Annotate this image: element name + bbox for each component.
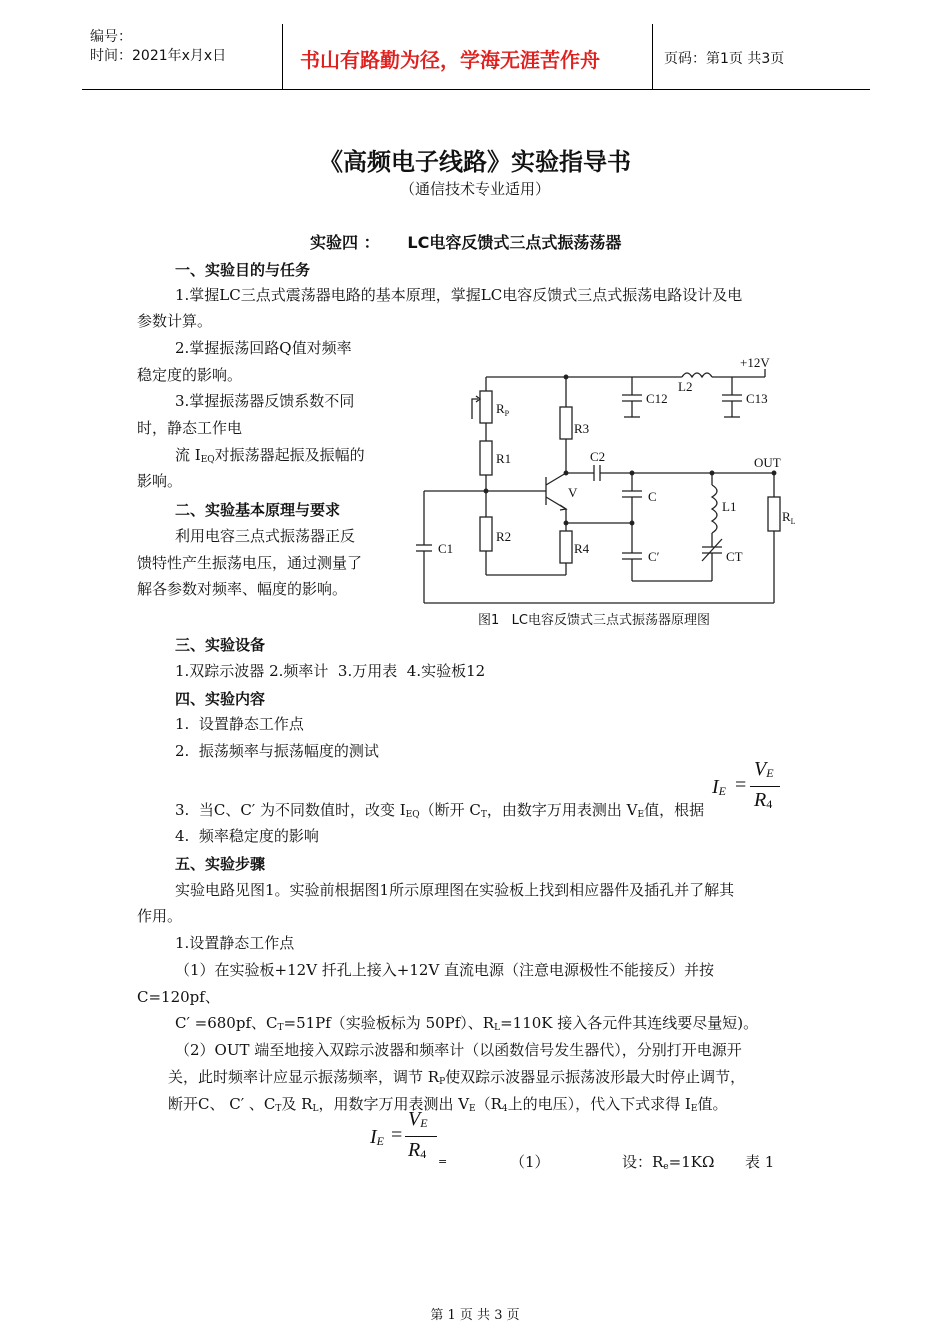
section5-step1a2: C=120pf、 [137, 988, 220, 1006]
figure-caption: 图1 LC电容反馈式三点式振荡器原理图 [478, 613, 710, 628]
c13-label: C13 [746, 391, 768, 406]
oscillator-circuit-diagram [410, 355, 810, 630]
equation-number: （1） [510, 1153, 550, 1171]
rp-label: $R_P$ [496, 401, 510, 418]
section1-line3: 3.掌握振荡器反馈系数不同 [175, 392, 355, 410]
header-motto: 书山有路勤为径，学海无涯苦作舟 [300, 48, 600, 72]
r3-label: R3 [574, 421, 590, 436]
section5-step2b: 关，此时频率计应显示振荡频率，调节 $R_P$使双踪示波器显示振荡波形最大时停止调节， [168, 1068, 746, 1087]
section1-line2b: 稳定度的影响。 [137, 366, 243, 384]
ct-label: CT [726, 549, 743, 564]
section4-item3: 3. 当C、C′ 为不同数值时，改变 $I_{EQ}$（断开 $C_T$，由数字万用表测出 $V_E$值，根据 [175, 801, 705, 820]
header-divider-right [652, 24, 653, 90]
section5-step1a: （1）在实验板+12V 扦孔上接入+12V 直流电源（注意电源极性不能接反）并按 [175, 961, 715, 979]
doc-time-label: 时间：2021年x月x日 [90, 48, 227, 64]
c-label: C [648, 489, 657, 504]
rl-label: $R_L$ [782, 509, 796, 526]
r4-label: R4 [574, 541, 590, 556]
section5-step1b: C′ =680pf、$C_T=51Pf$（实验板标为 50Pf）、$R_L=110K$ 接入各元件其连线要尽量短)。 [175, 1014, 759, 1033]
header-divider-left [282, 24, 283, 90]
l2-label: L2 [678, 379, 693, 394]
section5-step1-title: 1.设置静态工作点 [175, 934, 295, 952]
section1-heading: 一、实验目的与任务 [175, 261, 311, 279]
section5-para1: 实验电路见图1。实验前根据图1所示原理图在实验板上找到相应器件及插孔并了解其 [175, 881, 735, 899]
section4-item1: 1. 设置静态工作点 [175, 715, 304, 733]
section5-para1b: 作用。 [137, 907, 183, 925]
c-prime-label: C′ [648, 549, 660, 564]
section5-step2a: （2）OUT 端至地接入双踪示波器和频率计（以函数信号发生器代），分别打开电源开 [175, 1041, 742, 1059]
page-footer: 第 1 页 共 3 页 [430, 1308, 520, 1323]
transistor-v-label: V [568, 485, 578, 500]
section3-heading: 三、实验设备 [175, 636, 266, 654]
c1-label: C1 [438, 541, 454, 556]
vcc-label: +12V [740, 355, 770, 370]
section1-line1b: 参数计算。 [137, 312, 213, 330]
c2-label: C2 [590, 449, 606, 464]
section2-heading: 二、实验基本原理与要求 [175, 501, 341, 519]
setting-re: 设：$R_e=1K\Omega$ [622, 1153, 715, 1172]
section2-line3: 解各参数对频率、幅度的影响。 [137, 580, 348, 598]
section3-equipment: 1.双踪示波器 2.频率计 3.万用表 4.实验板12 [175, 662, 486, 680]
section1-line1: 1.掌握LC三点式震荡器电路的基本原理，掌握LC电容反馈式三点式振荡电路设计及电 [175, 286, 743, 304]
section1-line3b: 时，静态工作电 [137, 419, 243, 437]
section1-line2: 2.掌握振荡回路Q值对频率 [175, 339, 352, 357]
section1-line3d: 影响。 [137, 472, 183, 490]
section5-heading: 五、实验步骤 [175, 855, 266, 873]
out-label: OUT [754, 455, 781, 470]
c12-label: C12 [646, 391, 668, 406]
header-page-label: 页码：第1页 共3页 [664, 51, 785, 67]
header-rule [82, 89, 870, 90]
section5-step2c: 断开C、 C′ 、$C_T$及 $R_L$，用数字万用表测出 $V_E(R_4$上的电压），代入下式求得 $I_E$值。 [168, 1095, 728, 1114]
section2-line2: 馈特性产生振荡电压，通过测量了 [137, 554, 363, 572]
doc-number-label: 编号： [90, 29, 132, 45]
r2-label: R2 [496, 529, 512, 544]
section1-line3c: 流 $I_{EQ}$对振荡器起振及振幅的 [175, 446, 365, 465]
table-label: 表 1 [745, 1153, 775, 1171]
document-subtitle: （通信技术专业适用） [399, 180, 550, 198]
document-title: 《高频电子线路》实验指导书 [319, 148, 631, 176]
section2-line1: 利用电容三点式振荡器正反 [175, 527, 356, 545]
r1-label: R1 [496, 451, 512, 466]
section4-heading: 四、实验内容 [175, 690, 266, 708]
section4-item2: 2. 振荡频率与振荡幅度的测试 [175, 742, 379, 760]
l1-label: L1 [722, 499, 737, 514]
section4-item4: 4. 频率稳定度的影响 [175, 827, 319, 845]
experiment-title: 实验四 ： LC电容反馈式三点式振荡荡器 [310, 233, 622, 252]
